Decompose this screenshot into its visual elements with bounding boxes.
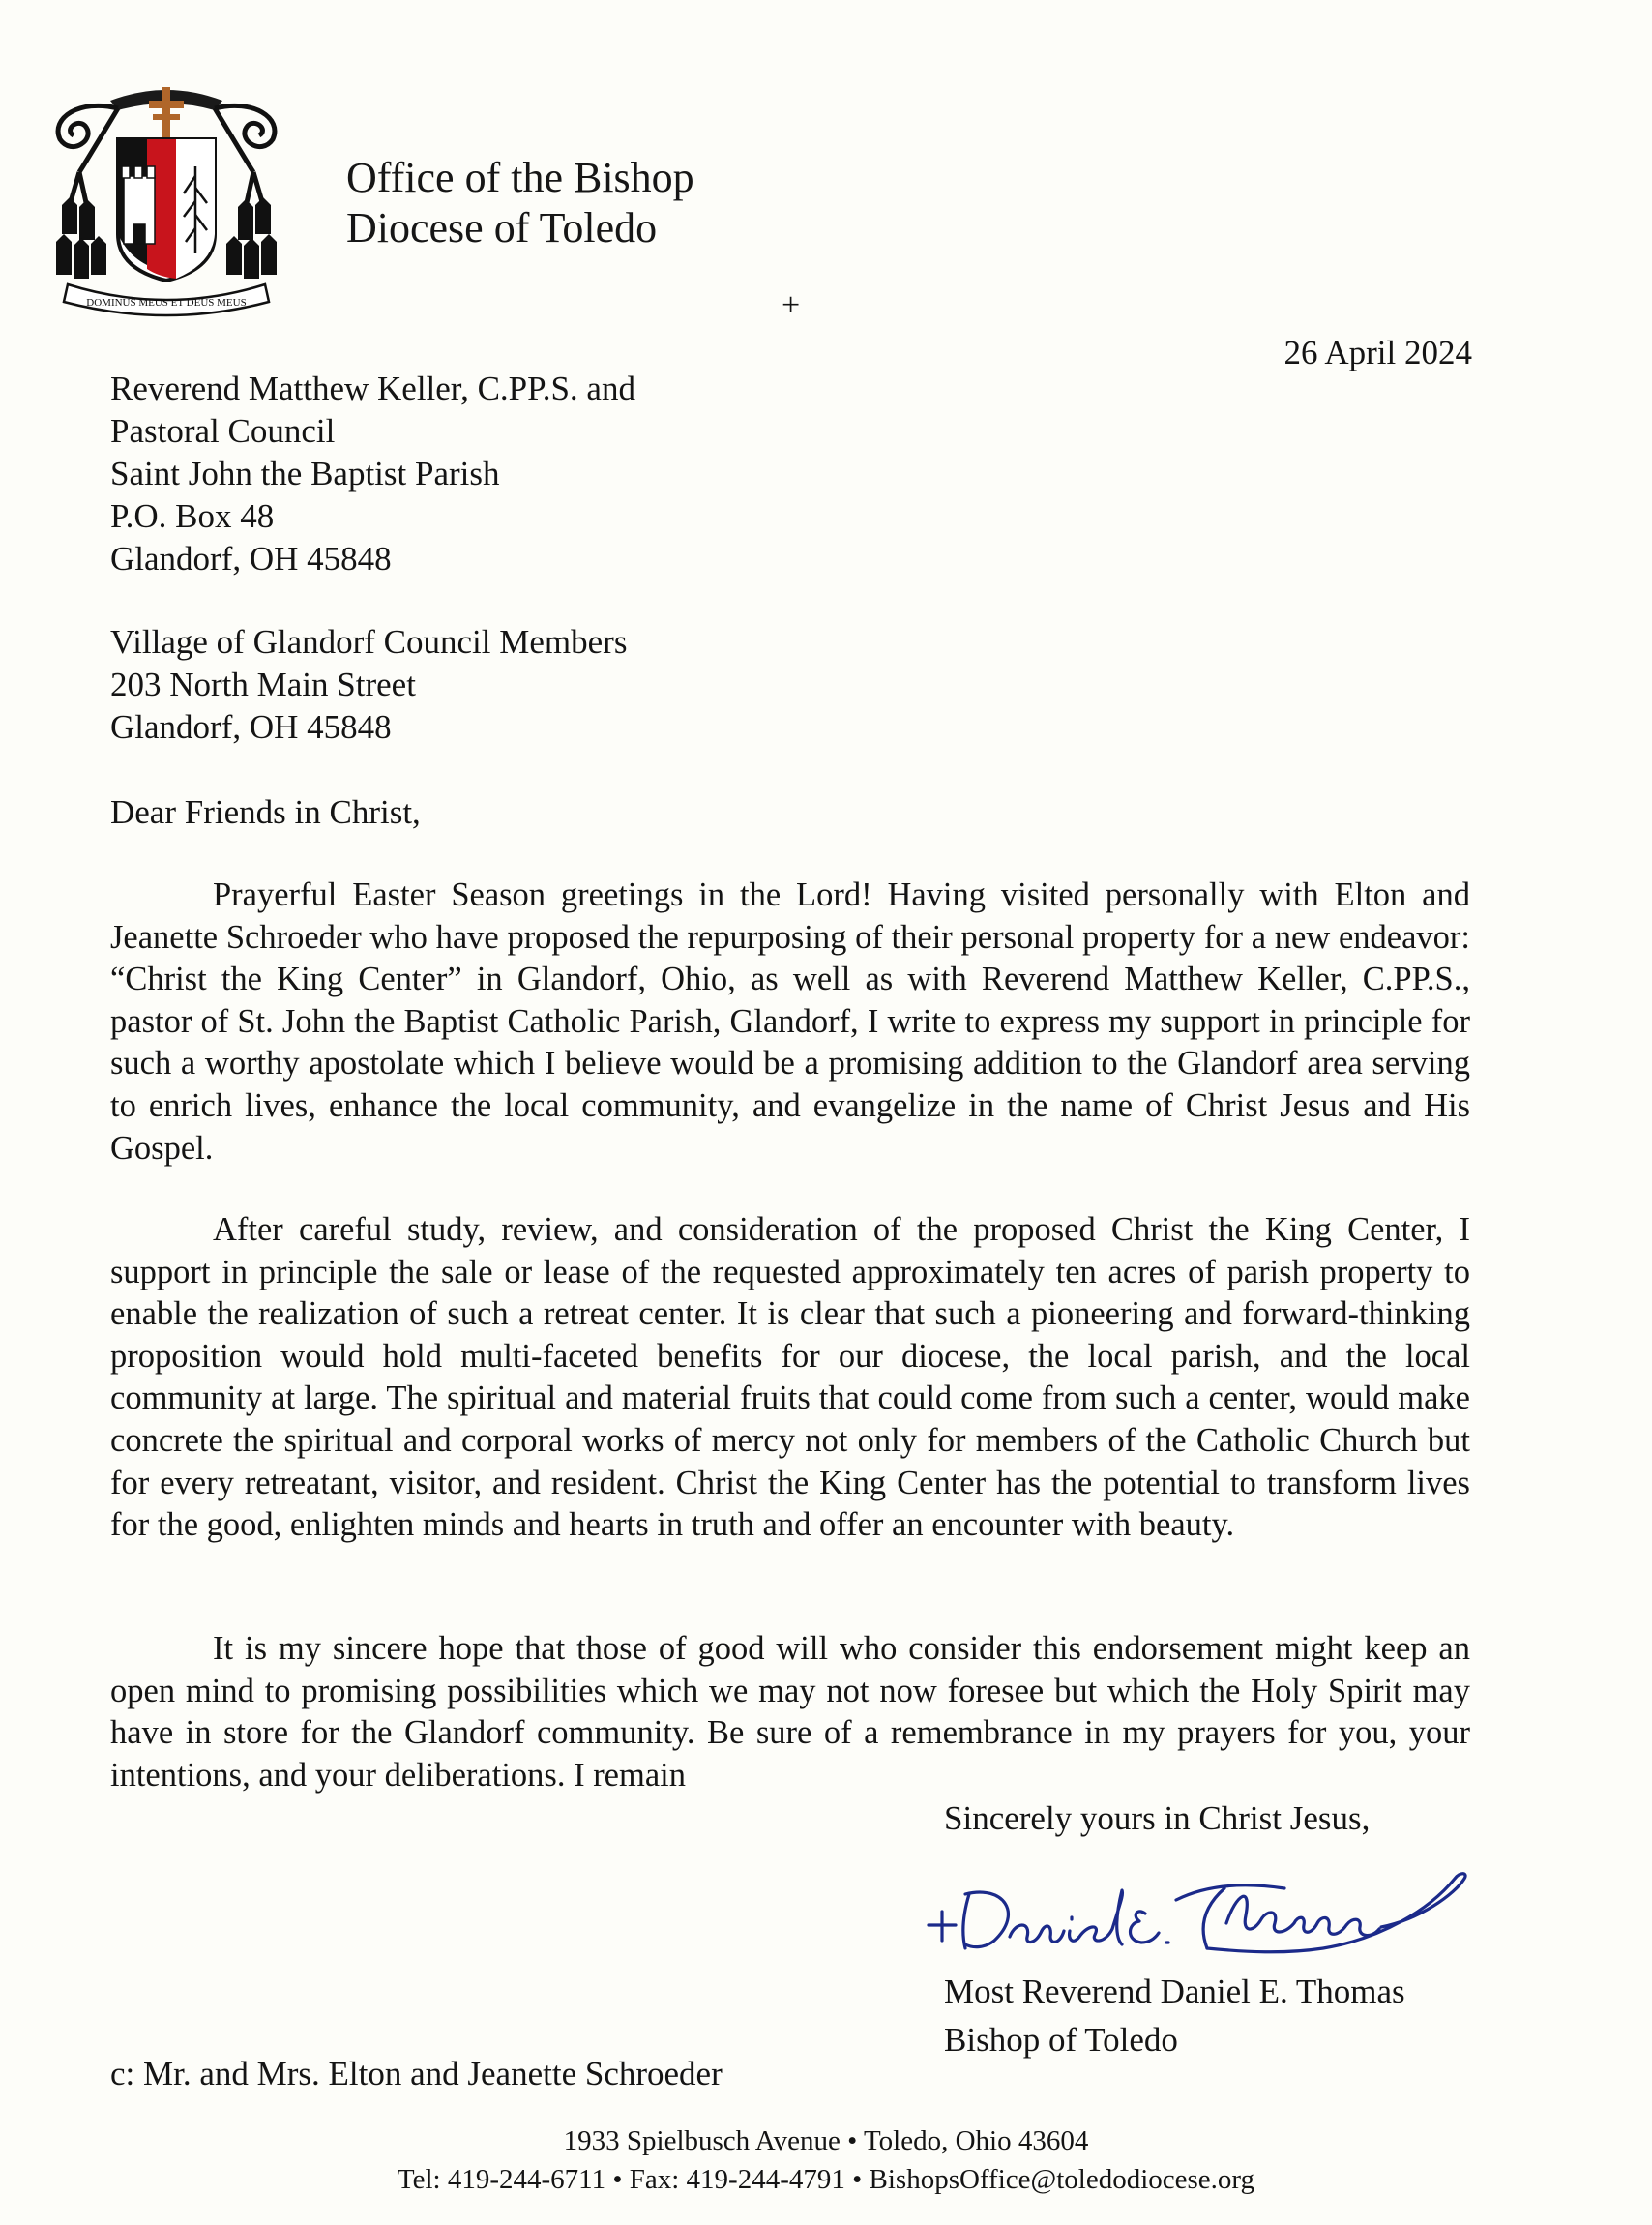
carbon-copy-line: c: Mr. and Mrs. Elton and Jeanette Schroeder: [110, 2055, 723, 2092]
address-line: Glandorf, OH 45848: [110, 540, 392, 578]
footer-contact: Tel: 419-244-6711 • Fax: 419-244-4791 • BishopsOffice@toledodiocese.org: [397, 2164, 1255, 2195]
cross-mark: +: [782, 287, 801, 323]
address-line: Saint John the Baptist Parish: [110, 455, 500, 492]
signer-title: Bishop of Toledo: [944, 2021, 1178, 2059]
salutation: Dear Friends in Christ,: [110, 793, 421, 831]
body-paragraph-1: Prayerful Easter Season greetings in the Lord! Having visited personally with Elton and Jeanette Schroeder who have proposed the repurposing of their personal property for a new endeavor: “Christ the King Center” in Glandorf, Ohio, as well as with Reverend Matthew Keller, C.PP.S., pastor of St. John the Baptist Catholic Parish, Glandorf, I write to express my support in principle for such a worthy apostolate which I believe would be a promising addition to the Glandorf area serving to enrich lives, enhance the local community, and evangelize in the name of Christ Jesus and His Gospel.: [110, 876, 1470, 1167]
coat-of-arms-icon: [50, 79, 282, 321]
recipient-block-parish: [110, 368, 635, 580]
address-line: Reverend Matthew Keller, C.PP.S. and: [110, 370, 635, 407]
complimentary-close: Sincerely yours in Christ Jesus,: [944, 1799, 1371, 1837]
office-title: Office of the Bishop: [346, 154, 694, 201]
diocese-name: Diocese of Toledo: [346, 204, 658, 252]
address-line: 203 North Main Street: [110, 666, 416, 703]
recipient-block-village: [110, 621, 627, 749]
address-line: Pastoral Council: [110, 412, 336, 450]
footer-address: 1933 Spielbusch Avenue • Toledo, Ohio 43604: [563, 2125, 1089, 2156]
body-paragraph-3: It is my sincere hope that those of good will who consider this endorsement might keep an open mind to promising possibilities which we may not now foresee but which the Holy Spirit may have in store for the Glandorf community. Be sure of a remembrance in my prayers for you, your intentions, and your deliberations. I remain: [110, 1630, 1470, 1794]
letterhead-office: [346, 153, 694, 253]
address-line: Glandorf, OH 45848: [110, 708, 392, 746]
signer-name: Most Reverend Daniel E. Thomas: [944, 1973, 1405, 2010]
body-paragraph-2: After careful study, review, and consideration of the proposed Christ the King Center, I support in principle the sale or lease of the requested approximately ten acres of parish property to enable the realization of such a retreat center. It is clear that such a pioneering and forward-thinking proposition would hold multi-faceted benefits for our diocese, the local parish, and the local community at large. The spiritual and material fruits that could come from such a center, would make concrete the spiritual and corporal works of mercy not only for members of the Catholic Church but for every retreatant, visitor, and resident. Christ the King Center has the potential to transform lives for the good, enlighten minds and hearts in truth and offer an encounter with beauty.: [110, 1211, 1470, 1544]
address-line: P.O. Box 48: [110, 497, 275, 535]
signer-block: [944, 1968, 1405, 2064]
handwritten-signature-icon: [917, 1855, 1478, 1962]
letter-date: 26 April 2024: [1283, 334, 1472, 371]
motto-text: DOMINUS MEUS ET DEUS MEUS: [86, 297, 247, 309]
address-line: Village of Glandorf Council Members: [110, 623, 628, 661]
